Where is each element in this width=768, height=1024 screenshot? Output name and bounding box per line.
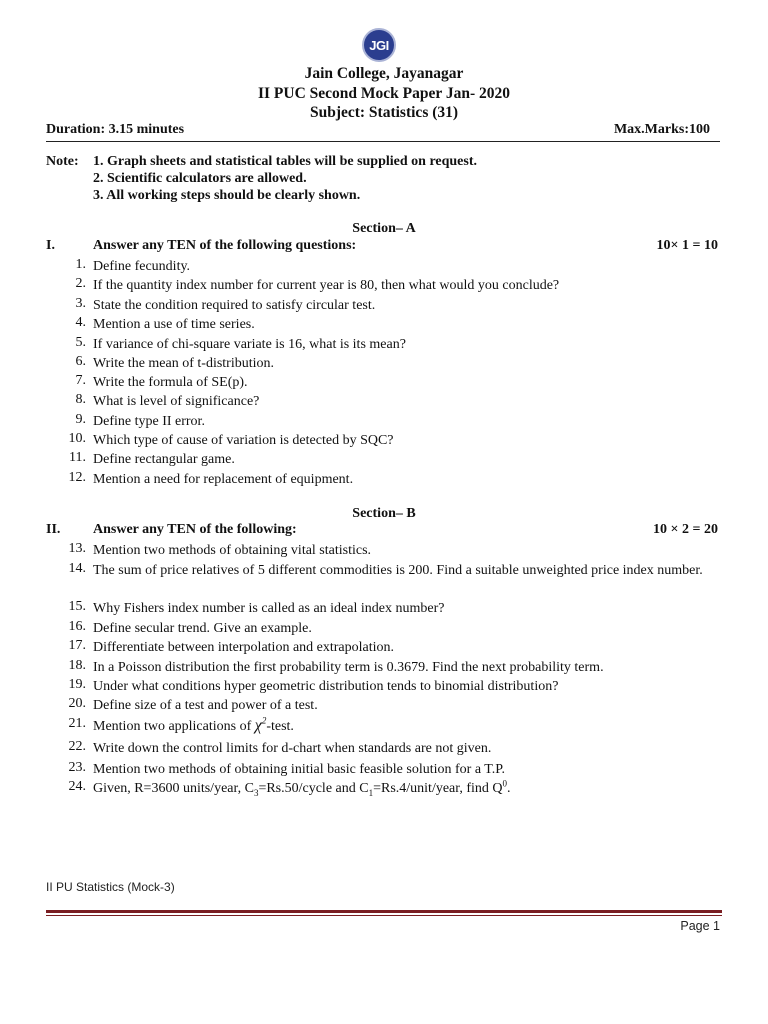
question-text-part: . [507, 781, 511, 796]
question-number: 20. [68, 696, 86, 711]
question-text-part: Mention two applications of [93, 719, 252, 734]
subject-title: Subject: Statistics (31) [309, 104, 459, 121]
question-number: 13. [68, 541, 86, 556]
question-text: State the condition required to satisfy circular test. [93, 298, 376, 313]
section-a-instruction: Answer any TEN of the following questions: [93, 238, 357, 253]
question-text: If variance of chi-square variate is 16, what is its mean? [93, 337, 406, 352]
question-text-part: =Rs.50/cycle and C [258, 781, 369, 796]
question-number: 18. [68, 658, 86, 673]
question-text: Write down the control limits for d-chart when standards are not given. [93, 741, 492, 756]
chi-superscript: 2 [261, 715, 267, 726]
question-number: 12. [68, 470, 86, 485]
note-label: Note: [46, 154, 79, 169]
section-a-roman: I. [46, 238, 55, 253]
question-number: 6. [75, 354, 86, 369]
question-text: Under what conditions hyper geometric distribution tends to binomial distribution? [93, 679, 559, 694]
question-number: 24. [68, 779, 86, 794]
question-text: Define secular trend. Give an example. [93, 621, 312, 636]
question-number: 7. [75, 373, 86, 388]
footer-rule-thin [46, 915, 722, 916]
header-rule [46, 141, 720, 142]
question-text: Mention a use of time series. [93, 317, 255, 332]
note-item: 2. Scientific calculators are allowed. [93, 171, 307, 186]
section-a-marks: 10× 1 = 10 [656, 238, 718, 253]
question-text-part: -test. [266, 719, 294, 734]
question-text-part: Given, R=3600 units/year, C [93, 781, 254, 796]
section-b-title: Section– B [352, 506, 416, 521]
page-number: Page 1 [680, 919, 720, 933]
chi-symbol [255, 717, 267, 734]
question-text: The sum of price relatives of 5 different commodities is 200. Find a suitable unweighted price index number. [93, 563, 703, 578]
question-text: Mention two methods of obtaining initial basic feasible solution for a T.P. [93, 762, 506, 777]
question-text-part: =Rs.4/unit/year, find Q [373, 781, 503, 796]
question-text: Mention two methods of obtaining vital statistics. [93, 543, 372, 558]
question-number: 11. [69, 450, 86, 465]
note-item: 1. Graph sheets and statistical tables will be supplied on request. [93, 154, 478, 169]
question-number: 3. [75, 296, 86, 311]
section-b-marks: 10 × 2 = 20 [653, 522, 718, 537]
section-b-instruction: Answer any TEN of the following: [93, 522, 297, 537]
footer-rule-thick [46, 910, 722, 913]
duration: Duration: 3.15 minutes [46, 122, 185, 137]
question-number: 2. [75, 276, 86, 291]
max-marks: Max.Marks:100 [613, 122, 710, 137]
college-name: Jain College, Jayanagar [304, 65, 464, 82]
question-text [93, 779, 723, 798]
question-number: 8. [75, 392, 86, 407]
question-text: If the quantity index number for current year is 80, then what would you conclude? [93, 278, 560, 293]
exam-title: II PUC Second Mock Paper Jan- 2020 [257, 85, 511, 102]
question-text: What is level of significance? [93, 394, 260, 409]
question-text: Differentiate between interpolation and extrapolation. [93, 640, 395, 655]
question-text: Which type of cause of variation is detected by SQC? [93, 433, 394, 448]
chi-letter: χ [254, 717, 262, 734]
question-number: 17. [68, 638, 86, 653]
question-text: Define fecundity. [93, 259, 191, 274]
question-number: 22. [68, 739, 86, 754]
question-number: 16. [68, 619, 86, 634]
question-text: Define rectangular game. [93, 452, 235, 467]
college-logo: JGI [362, 28, 396, 62]
section-b-roman: II. [46, 522, 61, 537]
question-text: Define type II error. [93, 414, 205, 429]
question-text: In a Poisson distribution the first probability term is 0.3679. Find the next probability term. [93, 660, 604, 675]
question-number: 15. [68, 599, 86, 614]
footer-label: II PU Statistics (Mock-3) [46, 880, 175, 894]
question-text: Write the formula of SE(p). [93, 375, 248, 390]
question-number: 4. [75, 315, 86, 330]
section-a-title: Section– A [352, 221, 416, 236]
question-text-part: 3 [253, 787, 259, 798]
question-text: Why Fishers index number is called as an ideal index number? [93, 601, 445, 616]
question-text [93, 716, 723, 736]
question-text: Mention a need for replacement of equipment. [93, 472, 354, 487]
note-item: 3. All working steps should be clearly shown. [93, 188, 361, 203]
question-number: 21. [68, 716, 86, 731]
question-number: 23. [68, 760, 86, 775]
question-text-part: 1 [368, 787, 374, 798]
question-text: Write the mean of t-distribution. [93, 356, 275, 371]
question-number: 1. [75, 257, 86, 272]
question-number: 14. [68, 561, 86, 576]
question-number: 9. [75, 412, 86, 427]
question-text-part: 0 [502, 778, 508, 789]
question-number: 19. [68, 677, 86, 692]
question-number: 5. [75, 335, 86, 350]
question-text: Define size of a test and power of a test. [93, 698, 318, 713]
question-number: 10. [68, 431, 86, 446]
